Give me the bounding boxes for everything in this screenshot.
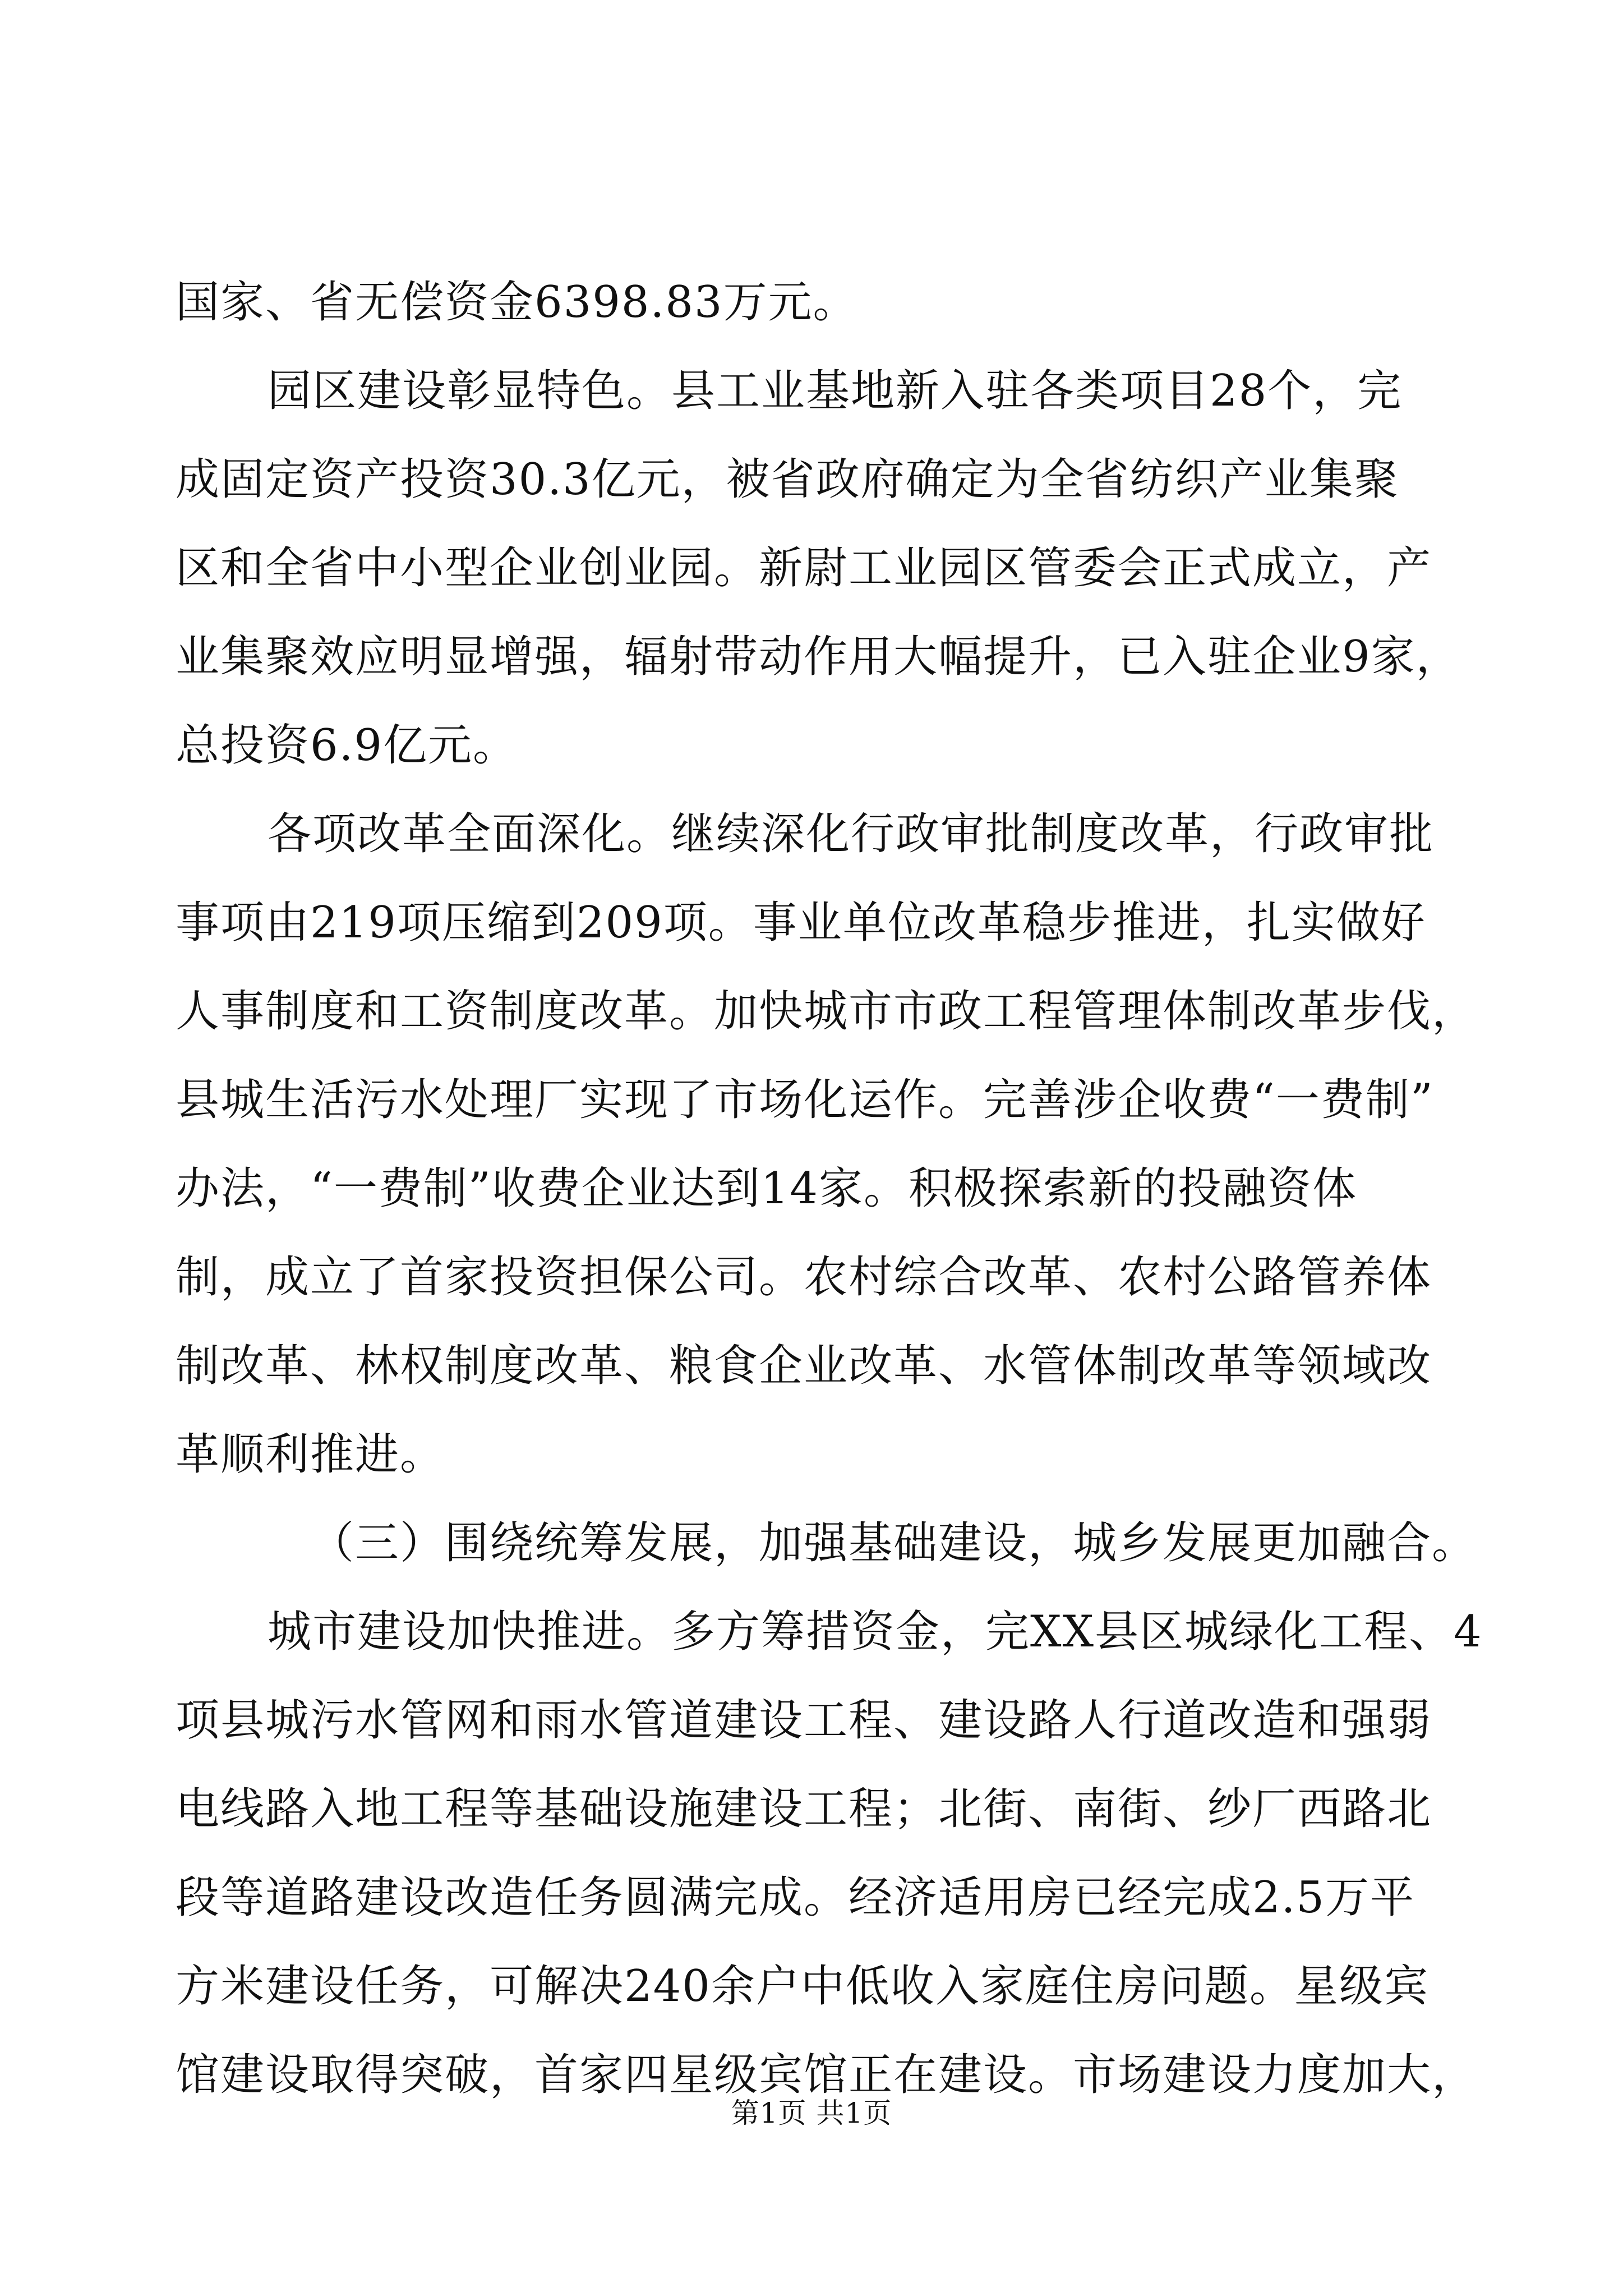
text-line: 段等道路建设改造任务圆满完成。经济适用房已经完成2.5万平 (176, 1872, 1415, 1923)
text-line: 国家、省无偿资金6398.83万元。 (176, 277, 858, 328)
text-line: 区和全省中小型企业创业园。新尉工业园区管委会正式成立，产 (176, 543, 1432, 593)
text-line: 制，成立了首家投资担保公司。农村综合改革、农村公路管养体 (176, 1252, 1432, 1303)
text-line: 县城生活污水处理厂实现了市场化运作。完善涉企收费“一费制” (176, 1075, 1434, 1125)
text-line: 办法，“一费制”收费企业达到14家。积极探索新的投融资体 (176, 1163, 1358, 1214)
paragraph-start: 园区建设彰显特色。县工业基地新入驻各类项目28个，完 (268, 366, 1403, 416)
text-line: 电线路入地工程等基础设施建设工程；北街、南街、纱厂西路北 (176, 1784, 1432, 1834)
text-line: 总投资6.9亿元。 (176, 720, 518, 771)
text-line: 馆建设取得突破，首家四星级宾馆正在建设。市场建设力度加大， (176, 2050, 1477, 2100)
text-line: 人事制度和工资制度改革。加快城市市政工程管理体制改革步伐， (176, 986, 1477, 1037)
text-line: 成固定资产投资30.3亿元，被省政府确定为全省纺织产业集聚 (176, 454, 1399, 505)
document-body (176, 258, 1483, 2119)
section-heading: （三）围绕统筹发展，加强基础建设，城乡发展更加融合。 (310, 1518, 1477, 1568)
text-line: 项县城污水管网和雨水管道建设工程、建设路人行道改造和强弱 (176, 1695, 1432, 1746)
text-line: 革顺利推进。 (176, 1429, 445, 1480)
paragraph-start: 各项改革全面深化。继续深化行政审批制度改革，行政审批 (268, 809, 1435, 859)
text-line: 事项由219项压缩到209项。事业单位改革稳步推进，扎实做好 (176, 898, 1426, 948)
text-line: 方米建设任务，可解决240余户中低收入家庭住房问题。星级宾 (176, 1961, 1429, 2012)
paragraph-start: 城市建设加快推进。多方筹措资金，完XX县区城绿化工程、4 (268, 1607, 1483, 1657)
text-line: 制改革、林权制度改革、粮食企业改革、水管体制改革等领域改 (176, 1341, 1432, 1391)
text-line: 业集聚效应明显增强，辐射带动作用大幅提升，已入驻企业9家， (176, 632, 1461, 682)
page-footer: 第1页 共1页 (731, 2097, 892, 2129)
